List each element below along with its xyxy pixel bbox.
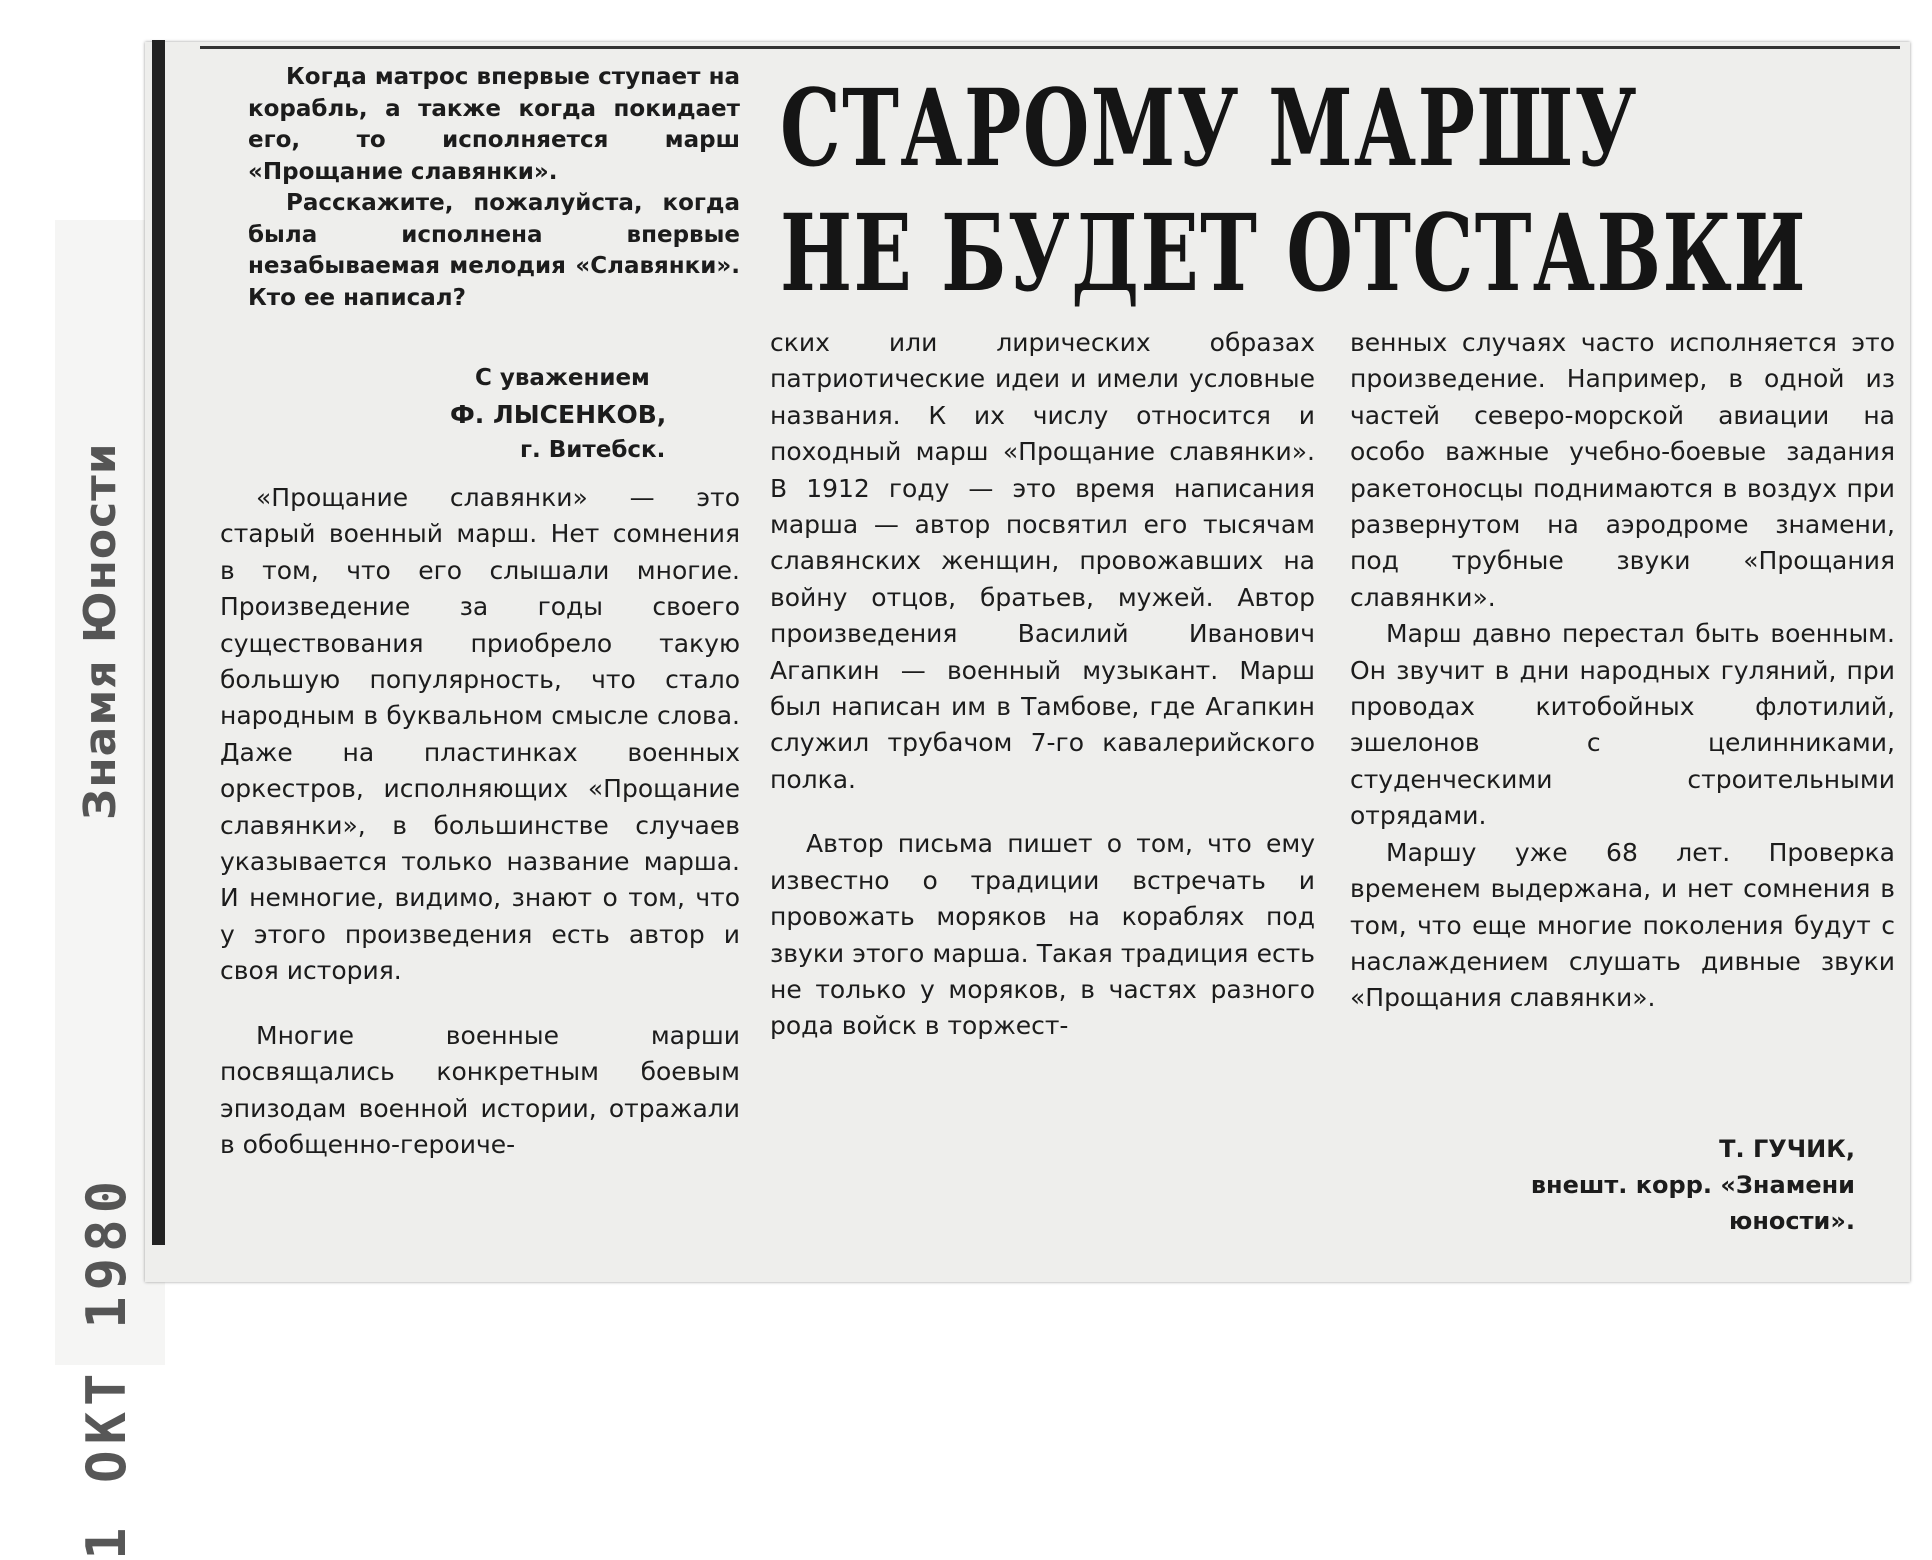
paragraph-gap — [220, 990, 740, 1018]
article-paragraph: «Прощание славянки» — это старый военный марш. Нет сомнения в том, что его слышали многие. Произведение за годы своего существования приобрело такую большую популярность, что стало народным в буквальном смысле слова. Даже на пластинках военных оркестров, исполняющих «Прощание славянки», в большинстве случаев указывается только название марша. И немногие, видимо, знают о том, что у этого произведения есть автор и своя история. — [220, 483, 740, 986]
byline-org: юности». — [1729, 1207, 1855, 1235]
article-paragraph: Автор письма пишет о том, что ему известно о традиции встречать и провожать моряков на кораблях под звуки этого марша. Такая традиция есть не только у моряков, в частях разного рода войск в торжест- — [770, 829, 1315, 1041]
margin-rule — [152, 40, 165, 1245]
letter-paragraph: Когда матрос впервые ступает на корабль, а также когда покидает его, то исполняется марш «Прощание славянки». — [248, 64, 740, 185]
article-paragraph: Маршу уже 68 лет. Проверка временем выдержана, и нет сомнения в том, что еще многие поколения будут с наслаждением слушать дивные звуки «Прощания славянки». — [1350, 837, 1895, 1013]
byline-name: Т. ГУЧИК, — [1719, 1135, 1855, 1163]
article-paragraph: Многие военные марши посвящались конкретным боевым эпизодам военной истории, отражали в обобщенно-героиче- — [220, 1020, 740, 1159]
article-byline — [1350, 1135, 1855, 1245]
article-paragraph: ских или лирических образах патриотические идеи и имели условные названия. К их числу относится и походный марш «Прощание славянки». В 1912 году — это время написания марша — автор посвятил его тысячам славянских женщин, провожавших на войну отцов, братьев, мужей. Автор произведения Василий Иванович Агапкин — военный музыкант. Марш был написан им в Тамбове, где Агапкин служил трубачом 7-го кавалерийского полка. — [770, 328, 1315, 794]
reader-letter — [248, 62, 740, 314]
article-column-3 — [1350, 325, 1895, 1017]
letter-paragraph: Расскажите, пожалуйста, когда была исполнена впервые незабываемая мелодия «Славянки». Кто ее написал? — [248, 190, 740, 311]
letter-author: Ф. ЛЫСЕНКОВ, — [450, 400, 667, 429]
headline-line-1: СТАРОМУ МАРШУ — [780, 65, 1639, 190]
top-rule — [200, 46, 1900, 49]
article-paragraph: Марш давно перестал быть военным. Он звучит в дни народных гуляний, при проводах китобойных флотилий, эшелонов с целинниками, студенческими строительными отрядами. — [1350, 619, 1895, 831]
article-headline — [780, 65, 1890, 315]
paragraph-gap — [770, 798, 1315, 826]
article-column-1 — [220, 480, 740, 1163]
stamp-date: 1 ОКТ 1980 — [75, 1174, 138, 1560]
stamp-newspaper-name: Знамя Юности — [75, 442, 126, 820]
byline-role: внешт. корр. «Знамени — [1530, 1171, 1855, 1199]
letter-city: г. Витебск. — [520, 437, 666, 463]
article-column-2 — [770, 325, 1315, 1045]
headline-line-2: НЕ БУДЕТ ОТСТАВКИ — [780, 190, 1807, 315]
letter-greeting: С уважением — [475, 365, 650, 391]
article-paragraph: венных случаях часто исполняется это произведение. Например, в одной из частей северо-морской авиации на особо важные учебно-боевые задания ракетоносцы поднимаются в воздух при развернутом на аэродроме знамени, под трубные звуки «Прощания славянки». — [1350, 328, 1895, 612]
